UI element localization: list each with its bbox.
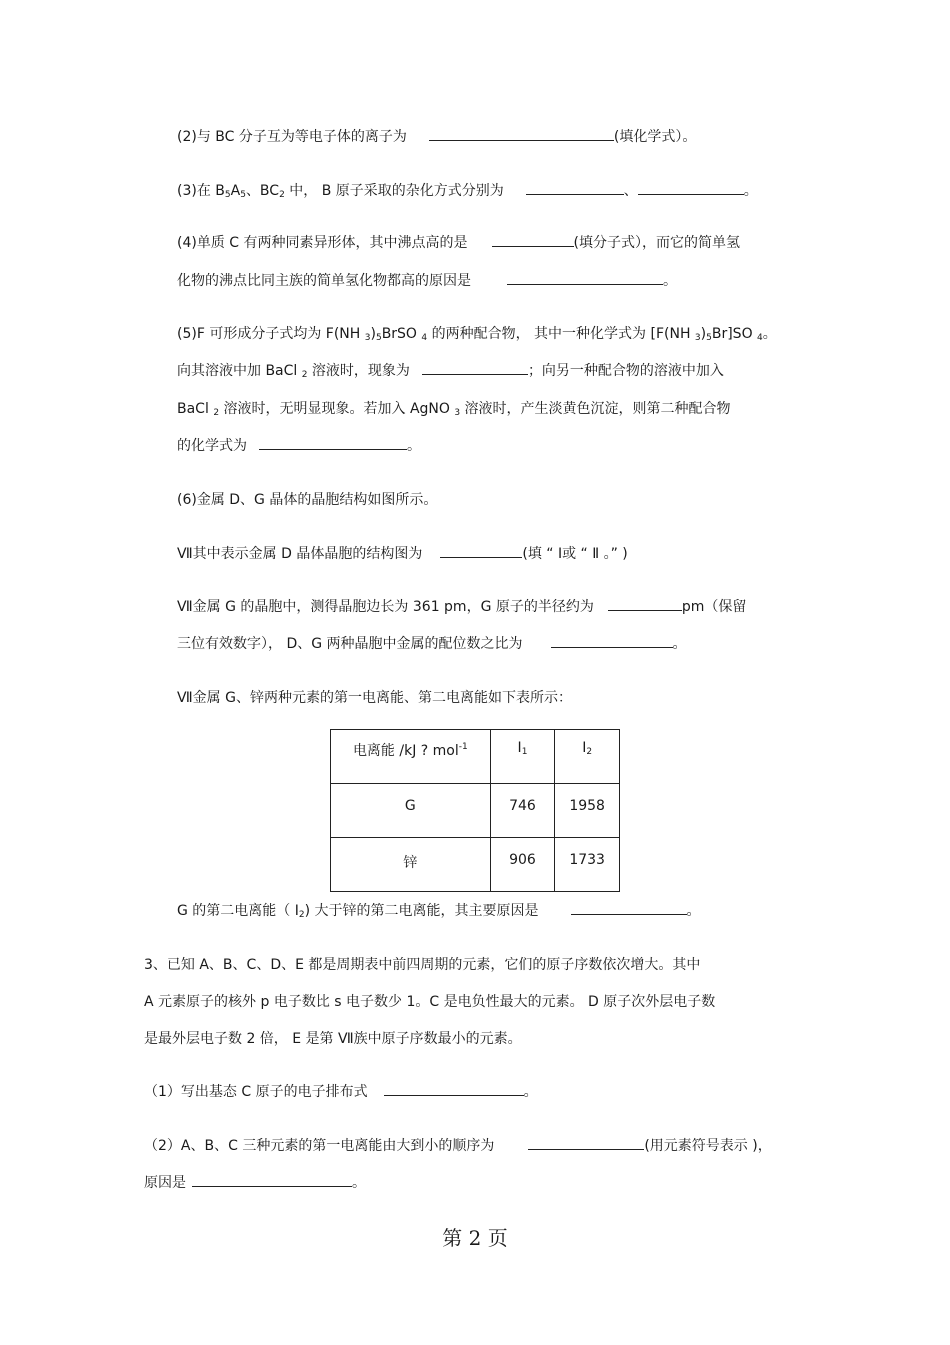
question-2-5-line1: (5)F 可形成分子式均为 F(NH $_3)_5BrSO$ $_4$ 的两种配合物， 其中一种化学式为 [F(NH $_3)_5Br]SO$ $_4$。 xyxy=(177,326,777,343)
question-3-line3: 是最外层电子数 2 倍， E 是第 Ⅶ族中原子序数最小的元素。 xyxy=(144,1031,522,1047)
question-2-5-line4: 的化学式为 。 xyxy=(177,438,421,454)
table-row xyxy=(331,784,620,838)
table-header-row xyxy=(331,730,620,784)
answer-blank[interactable] xyxy=(571,902,687,915)
row-i2-value: 1958 xyxy=(555,784,620,838)
answer-blank[interactable] xyxy=(384,1083,524,1096)
answer-blank[interactable] xyxy=(638,182,744,195)
answer-blank[interactable] xyxy=(528,1137,644,1150)
answer-blank[interactable] xyxy=(429,128,614,141)
header-i2: $I_2$ xyxy=(555,730,620,784)
question-2-6-iii: Ⅶ金属 G、锌两种元素的第一电离能、第二电离能如下表所示： xyxy=(177,690,572,706)
answer-blank[interactable] xyxy=(440,545,522,558)
answer-blank[interactable] xyxy=(492,234,574,247)
row-element: 锌 xyxy=(331,838,491,892)
row-i1-value: 906 xyxy=(490,838,555,892)
ionization-energy-table xyxy=(330,729,620,892)
answer-blank[interactable] xyxy=(507,272,663,285)
header-i1: $I_1$ xyxy=(490,730,555,784)
question-2-6-intro: (6)金属 D、G 晶体的晶胞结构如图所示。 xyxy=(177,492,438,508)
answer-blank[interactable] xyxy=(551,635,673,648)
question-2-2: (2)与 BC 分子互为等电子体的离子为 (填化学式）。 xyxy=(177,129,697,145)
question-2-4-line1: (4)单质 C 有两种同素异形体，其中沸点高的是 (填分子式），而它的简单氢 xyxy=(177,235,740,251)
page-number: 第 2 页 xyxy=(442,1226,508,1250)
question-3-2-line2: 原因是 。 xyxy=(144,1175,366,1191)
question-3-2-line1: （2）A、B、C 三种元素的第一电离能由大到小的顺序为 (用元素符号表示 )， xyxy=(144,1138,772,1154)
table-row xyxy=(331,838,620,892)
header-energy-unit: 电离能 /kJ ? mol$^{-1}$ xyxy=(331,730,491,784)
row-i1-value: 746 xyxy=(490,784,555,838)
answer-blank[interactable] xyxy=(422,362,528,375)
question-2-6-iii-followup: G 的第二电离能（ $I_2$) 大于锌的第二电离能，其主要原因是 。 xyxy=(177,903,701,920)
question-2-3: (3)在 $B_5A_5$、$BC_2$ 中， B 原子采取的杂化方式分别为 、 。 xyxy=(177,183,758,200)
answer-blank[interactable] xyxy=(192,1174,352,1187)
question-3-line1: 3、已知 A、B、C、D、E 都是周期表中前四周期的元素，它们的原子序数依次增大。其中 xyxy=(144,957,701,973)
question-2-5-line3: BaCl $_2$ 溶液时，无明显现象。若加入 AgNO $_3$ 溶液时，产生淡黄色沉淀，则第二种配合物 xyxy=(177,401,731,418)
question-2-5-line2: 向其溶液中加 BaCl $_2$ 溶液时，现象为 ；向另一种配合物的溶液中加入 xyxy=(177,363,724,380)
question-2-6-ii-line1: Ⅶ金属 G 的晶胞中，测得晶胞边长为 361 pm，G 原子的半径约为 pm（保留 xyxy=(177,599,747,615)
row-i2-value: 1733 xyxy=(555,838,620,892)
answer-blank[interactable] xyxy=(259,437,407,450)
answer-blank[interactable] xyxy=(526,182,624,195)
answer-blank[interactable] xyxy=(608,598,682,611)
question-3-line2: A 元素原子的核外 p 电子数比 s 电子数少 1。C 是电负性最大的元素。 D 原子次外层电子数 xyxy=(144,994,716,1010)
question-3-1: （1）写出基态 C 原子的电子排布式 。 xyxy=(144,1084,538,1100)
question-2-6-ii-line2: 三位有效数字）， D、G 两种晶胞中金属的配位数之比为 。 xyxy=(177,636,687,652)
question-2-4-line2: 化物的沸点比同主族的简单氢化物都高的原因是 。 xyxy=(177,273,677,289)
row-element: G xyxy=(331,784,491,838)
question-2-6-i: Ⅶ其中表示金属 D 晶体晶胞的结构图为 (填 “ Ⅰ或 “ Ⅱ 。” ) xyxy=(177,546,628,562)
